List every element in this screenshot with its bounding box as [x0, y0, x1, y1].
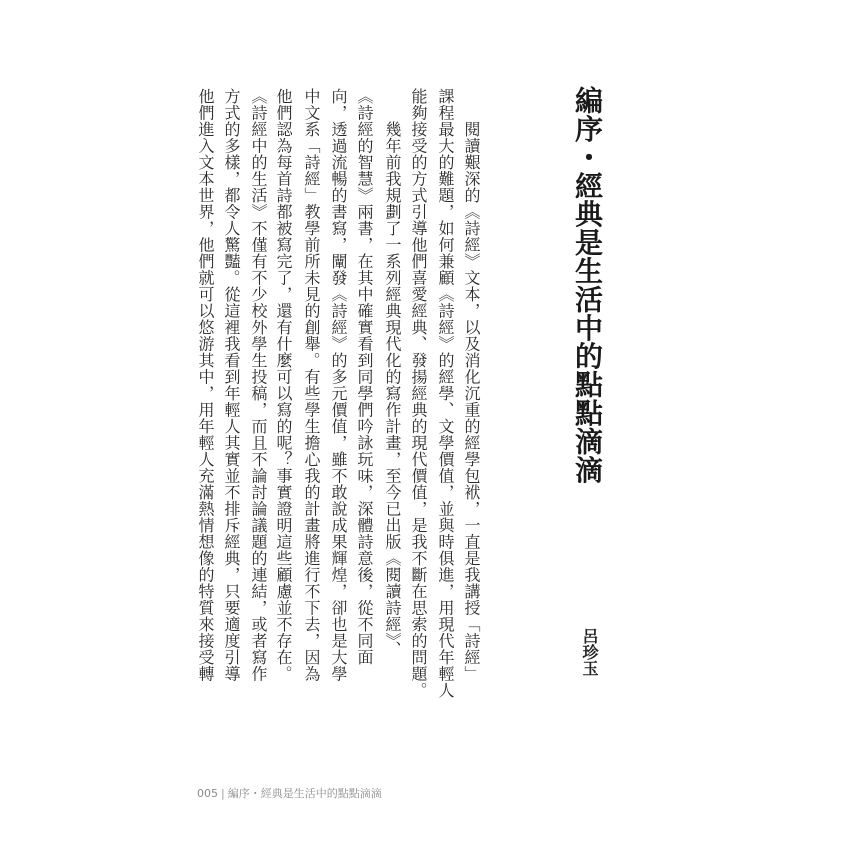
paragraph-line: 《詩經中的生活》不僅有不少校外學生投稿，而且不論討論議題的連結，或者寫作	[249, 88, 268, 682]
chapter-title: 編序・經典是生活中的點點滴滴	[571, 86, 604, 484]
paragraph-line: 幾年前我規劃了一系列經典現代化的寫作計畫，至今已出版《閱讀詩經》、	[383, 121, 402, 658]
paragraph-line: 他們進入文本世界，他們就可以悠游其中，用年輕人充滿熱情想像的特質來接受轉	[196, 88, 215, 682]
paragraph-line: 他們認為每首詩都被寫完了，還有什麼可以寫的呢？事實證明這些顧慮並不存在。	[274, 88, 293, 682]
page-footer	[197, 785, 382, 801]
paragraph-line: 閱讀艱深的《詩經》文本，以及消化沉重的經學包袱，一直是我講授「詩經」	[462, 121, 481, 682]
author-name: 呂珍玉	[580, 628, 599, 676]
paragraph-line: 課程最大的難題，如何兼顧《詩經》的經學、文學價值，並與時俱進，用現代年輕人	[436, 88, 455, 699]
paragraph-line: 中文系「詩經」教學前所未見的創舉。有些學生擔心我的計畫將進行不下去，因為	[302, 88, 321, 682]
paragraph-line: 能夠接受的方式引導他們喜愛經典、發揚經典的現代價值，是我不斷在思索的問題。	[409, 88, 428, 699]
page-number: 005	[197, 787, 218, 800]
paragraph-line: 《詩經的智慧》兩書，在其中確實看到同學們吟詠玩味，深體詩意後，從不同面	[355, 88, 374, 666]
paragraph-line: 向，透過流暢的書寫，闡發《詩經》的多元價值，雖不敢說成果輝煌，卻也是大學	[329, 88, 348, 682]
running-title: 編序・經典是生活中的點點滴滴	[227, 787, 382, 800]
footer-separator: |	[221, 787, 225, 800]
paragraph-line: 方式的多樣，都令人驚豔。從這裡我看到年輕人其實並不排斥經典，只要適度引導	[222, 88, 241, 682]
